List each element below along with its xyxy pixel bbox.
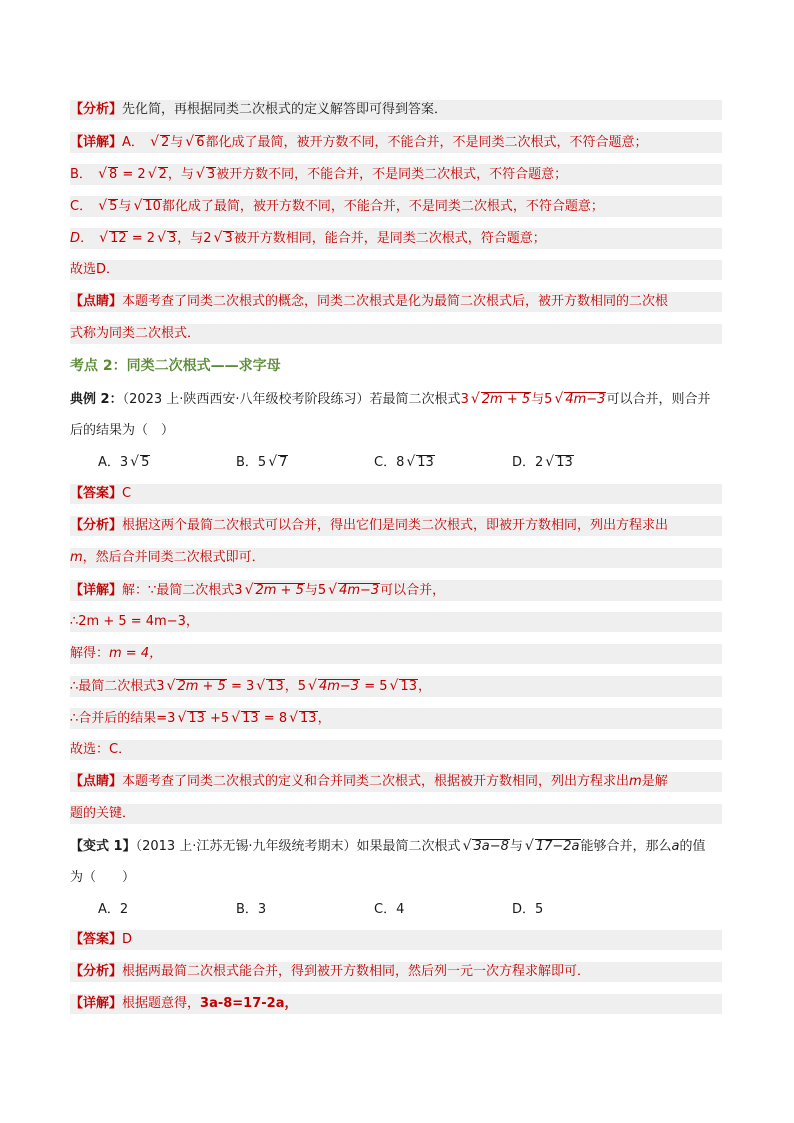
- sqrt-icon: √: [554, 391, 564, 407]
- radical: √ 4m−3: [328, 582, 380, 598]
- section-title: 考点 2：同类二次根式——求字母: [70, 358, 281, 374]
- radical: √ 13: [177, 710, 205, 726]
- option-a: A．3 √ 5: [98, 454, 150, 470]
- sqrt-icon: √: [328, 582, 338, 598]
- radical: √ 3a−8: [462, 838, 509, 854]
- analysis-line-2: m，然后合并同类二次根式即可．: [70, 548, 722, 568]
- note-line: 【点睛】本题考查了同类二次根式的定义和合并同类二次根式，根据被开方数相同，列出方程求出m是解: [70, 772, 722, 792]
- option-b: B．5 √ 7: [236, 454, 288, 470]
- example-options: [70, 452, 722, 473]
- sqrt-icon: √: [462, 838, 472, 854]
- radical: √ 3: [157, 230, 177, 246]
- radical: √ 17−2a: [524, 838, 580, 854]
- radical: √ 13: [389, 678, 417, 694]
- detail-line-4: ∴最简二次根式3 √ 2m + 5 = 3 √ 13，5 √ 4m−3 = 5 √ 13，: [70, 676, 722, 697]
- option-label: B．: [70, 167, 92, 182]
- section-heading: [70, 356, 722, 377]
- analysis-tag: 【分析】: [70, 518, 123, 533]
- sqrt-icon: √: [231, 710, 241, 726]
- radical: √ 13: [231, 710, 259, 726]
- variant-options: [70, 900, 722, 920]
- detail-line-5: ∴合并后的结果=3 √ 13 +5 √ 13 = 8 √ 13，: [70, 708, 722, 729]
- example-question-2: 后的结果为（ ）: [70, 423, 175, 438]
- radical: √ 4m−3: [308, 678, 360, 694]
- note-tag: 【点睛】: [70, 294, 123, 309]
- radical: √ 10: [133, 198, 161, 214]
- example-source: （2023 上·陕西西安·八年级校考阶段练习）若最简二次根式: [122, 392, 461, 407]
- radical: √ 2m + 5: [166, 678, 226, 694]
- detail-line-1: 【详解】解：∵最简二次根式3 √ 2m + 5与5 √ 4m−3可以合并，: [70, 580, 722, 601]
- detail-tag: 【详解】: [70, 996, 123, 1011]
- answer-tag: 【答案】: [70, 932, 123, 947]
- detail-tag: 【详解】: [70, 583, 123, 598]
- sqrt-icon: √: [244, 582, 254, 598]
- sqrt-icon: √: [195, 166, 205, 182]
- sqrt-icon: √: [213, 230, 223, 246]
- example-question: 典例 2：（2023 上·陕西西安·八年级校考阶段练习）若最简二次根式3 √ 2m + 5与5 √ 4m−3可以合并，则合并: [70, 391, 711, 407]
- sqrt-icon: √: [177, 710, 187, 726]
- sqrt-icon: √: [545, 454, 555, 470]
- option-label: A．: [122, 135, 144, 150]
- sqrt-icon: √: [133, 198, 143, 214]
- option-b: B．3: [236, 902, 267, 917]
- sqrt-icon: √: [98, 198, 108, 214]
- sqrt-icon: √: [524, 838, 534, 854]
- choice-line: [70, 260, 722, 280]
- radical: √ 2m + 5: [470, 391, 531, 407]
- sqrt-icon: √: [470, 391, 480, 407]
- option-d: D．5: [512, 902, 544, 917]
- radical: √ 2: [150, 134, 170, 150]
- analysis-line: [70, 516, 722, 536]
- answer-value: D: [122, 932, 133, 947]
- sqrt-icon: √: [256, 678, 266, 694]
- option-label: C．: [70, 199, 93, 214]
- option-c: C．8 √ 13: [374, 454, 434, 470]
- choice-text: 故选D．: [70, 262, 120, 277]
- variant-question: 【变式 1】（2013 上·江苏无锡·九年级统考期末）如果最简二次根式 √ 3a−8与 √ 17−2a能够合并，那么a的值: [70, 838, 706, 854]
- detail-line-c: C． √ 5与 √ 10都化成了最简，被开方数不同，不能合并，不是同类二次根式，不符合题意；: [70, 196, 722, 217]
- radical: √ 13: [545, 454, 573, 470]
- sqrt-icon: √: [130, 454, 140, 470]
- answer-line: [70, 930, 722, 950]
- detail-line-3: 解得：m = 4，: [70, 644, 722, 664]
- sqrt-icon: √: [389, 678, 399, 694]
- example-label: 典例 2：: [70, 392, 123, 407]
- analysis-line: [70, 962, 722, 982]
- note-line: [70, 292, 722, 312]
- radical: √ 6: [185, 134, 205, 150]
- sqrt-icon: √: [99, 230, 109, 246]
- sqrt-icon: √: [268, 454, 278, 470]
- detail-line-6: 故选：C．: [70, 740, 722, 760]
- sqrt-icon: √: [150, 134, 159, 150]
- radical: √ 13: [289, 710, 317, 726]
- sqrt-icon: √: [157, 230, 166, 246]
- radical: √ 5: [130, 454, 150, 470]
- radical: √ 4m−3: [554, 391, 606, 407]
- answer-value: C: [122, 486, 132, 501]
- analysis-tag: 【分析】: [70, 964, 123, 979]
- note-text-2: 式称为同类二次根式．: [70, 326, 201, 341]
- sqrt-icon: √: [308, 678, 317, 694]
- detail-tag: 【详解】: [70, 135, 123, 150]
- analysis-text: 根据两最简二次根式能合并，得到被开方数相同，然后列一元一次方程求解即可．: [122, 964, 591, 979]
- detail-line-d: D． √ 12 = 2 √ 3，与2 √ 3被开方数相同，能合并，是同类二次根式，符合题意；: [70, 228, 722, 249]
- detail-line: 【详解】根据题意得，3a-8=17-2a，: [70, 994, 722, 1014]
- sqrt-icon: √: [406, 454, 416, 470]
- sqrt-icon: √: [185, 134, 195, 150]
- note-line-2: 题的关键．: [70, 804, 722, 824]
- note-line-2: [70, 324, 722, 344]
- analysis-line: [70, 100, 722, 120]
- option-c: C．4: [374, 902, 405, 917]
- sqrt-icon: √: [98, 166, 107, 182]
- radical: √ 12: [99, 230, 127, 246]
- answer-tag: 【答案】: [70, 486, 123, 501]
- note-tag: 【点睛】: [70, 774, 123, 789]
- analysis-tag: 【分析】: [70, 102, 123, 117]
- radical: √ 5: [98, 198, 118, 214]
- note-text: 本题考查了同类二次根式的概念，同类二次根式是化为最简二次根式后，被开方数相同的二次根: [122, 294, 669, 309]
- detail-line-b: B． √ 8 = 2 √ 2，与 √ 3被开方数不同，不能合并，不是同类二次根式，不符合题意；: [70, 164, 722, 185]
- radical: √ 13: [256, 678, 284, 694]
- answer-line: [70, 484, 722, 504]
- option-label: D．: [70, 231, 94, 246]
- option-d: D．2 √ 13: [512, 454, 573, 470]
- sqrt-icon: √: [147, 166, 157, 182]
- analysis-text: 先化简，再根据同类二次根式的定义解答即可得到答案．: [122, 102, 448, 117]
- detail-line-a: 【详解】A． √ 2与 √ 6都化成了最简，被开方数不同，不能合并，不是同类二次根式，不符合题意；: [70, 132, 722, 153]
- variant-label: 【变式 1】: [70, 839, 136, 854]
- radical: √ 7: [268, 454, 288, 470]
- variant-source: （2013 上·江苏无锡·九年级统考期末）如果最简二次根式: [135, 839, 461, 854]
- variant-question-2: 为（ ）: [70, 870, 136, 885]
- analysis-text: 根据这两个最简二次根式可以合并，得出它们是同类二次根式，即被开方数相同，列出方程求出: [122, 518, 669, 533]
- radical: √ 2m + 5: [244, 582, 304, 598]
- detail-line-2: ∴2m + 5 = 4m−3，: [70, 612, 722, 632]
- sqrt-icon: √: [289, 710, 299, 726]
- radical: √ 3: [195, 166, 216, 182]
- sqrt-icon: √: [166, 678, 176, 694]
- option-a: A．2: [98, 902, 129, 917]
- radical: √ 3: [213, 230, 233, 246]
- radical: √ 2: [147, 166, 167, 182]
- radical: √ 13: [406, 454, 434, 470]
- radical: √ 8: [98, 166, 118, 182]
